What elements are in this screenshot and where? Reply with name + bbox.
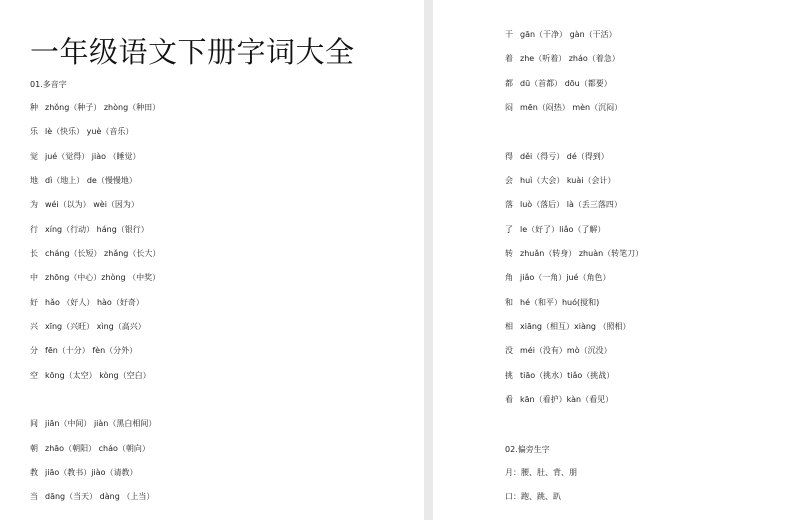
entry-text: zhe（听着） zháo（着急） [520, 54, 620, 63]
entry-text: xíng（行动） háng（银行） [45, 225, 149, 234]
polyphone-entry [505, 176, 616, 186]
entry-text: lè（快乐） yuè（音乐） [45, 127, 134, 136]
polyphone-entry [505, 225, 605, 235]
polyphone-entry [30, 444, 150, 454]
polyphone-entry [30, 273, 160, 283]
entry-char: 地 [30, 176, 38, 185]
polyphone-entry [30, 419, 156, 429]
entry-char: 行 [30, 225, 38, 234]
entry-text: tiāo（挑水）tiǎo（挑战） [520, 371, 615, 380]
entry-text: jué（觉得） jiào （睡觉） [45, 152, 141, 161]
entry-text: zhuǎn（转身） zhuàn（转笔刀） [520, 249, 644, 258]
entry-char: 朝 [30, 444, 38, 453]
entry-text: zhāo（朝阳） cháo（朝向） [45, 444, 150, 453]
polyphone-entry [505, 30, 617, 40]
polyphone-entry [30, 492, 154, 502]
entry-text: huì（大会） kuài（会计） [520, 176, 616, 185]
polyphone-entry [505, 395, 613, 405]
polyphone-entry [30, 346, 137, 356]
entry-char: 觉 [30, 152, 38, 161]
polyphone-entry [30, 468, 137, 478]
entry-char: 落 [505, 200, 513, 209]
polyphone-entry [505, 54, 620, 64]
entry-char: 干 [505, 30, 513, 39]
entry-text: fēn（十分） fèn（分外） [45, 346, 138, 355]
right-page [433, 0, 785, 520]
polyphone-entry [30, 200, 139, 210]
polyphone-entry [505, 103, 622, 113]
entry-char: 会 [505, 176, 513, 185]
polyphone-entry [30, 127, 133, 137]
entry-char: 相 [505, 322, 513, 331]
polyphone-entry [30, 176, 137, 186]
entry-text: dū（首都） dōu（都要） [520, 79, 612, 88]
entry-text: kōng（太空） kòng（空白） [45, 371, 151, 380]
polyphone-entry [30, 322, 146, 332]
entry-text: dāng（当天） dàng （上当） [45, 492, 155, 501]
entry-text: kān（看护）kàn（看见） [520, 395, 614, 404]
polyphone-entry [505, 322, 631, 332]
entry-char: 间 [30, 419, 38, 428]
entry-text: cháng（长短） zhǎng（长大） [45, 249, 161, 258]
entry-text: wéi（以为） wèi（因为） [45, 200, 139, 209]
entry-text: xiāng（相互）xiàng （照相） [520, 322, 631, 331]
polyphone-entry [30, 103, 160, 113]
entry-char: 种 [30, 103, 38, 112]
polyphone-entry [30, 249, 160, 259]
entry-text: gān（干净） gàn（干活） [520, 30, 617, 39]
document-title: 一年级语文下册字词大全 [30, 35, 355, 69]
polyphone-entry [30, 371, 151, 381]
entry-char: 闷 [505, 103, 513, 112]
entry-char: 兴 [30, 322, 38, 331]
entry-text: le（好了）liǎo（了解） [520, 225, 606, 234]
entry-text: jiān（中间） jiàn（黑白相间） [45, 419, 157, 428]
entry-text: zhōng（中心）zhòng （中奖） [45, 273, 161, 282]
entry-char: 着 [505, 54, 513, 63]
polyphone-entry [505, 273, 610, 283]
polyphone-entry [505, 79, 612, 89]
entry-char: 中 [30, 273, 38, 282]
entry-text: xīng（兴旺） xìng（高兴） [45, 322, 146, 331]
entry-char: 转 [505, 249, 513, 258]
entry-char: 没 [505, 346, 513, 355]
entry-char: 角 [505, 273, 513, 282]
entry-char: 都 [505, 79, 513, 88]
entry-text: děi（得亏） dé（得到） [520, 152, 609, 161]
radical-entry: 月：腰、肚、背、朋 [505, 468, 577, 477]
entry-char: 得 [505, 152, 513, 161]
entry-char: 分 [30, 346, 38, 355]
entry-char: 和 [505, 298, 513, 307]
entry-char: 当 [30, 492, 38, 501]
entry-char: 了 [505, 225, 513, 234]
entry-char: 好 [30, 298, 38, 307]
polyphone-entry [505, 249, 643, 259]
polyphone-entry [505, 200, 622, 210]
section-heading-polyphones: 01.多音字 [30, 80, 67, 89]
entry-text: jiǎo（一角）jué（角色） [520, 273, 611, 282]
entry-text: hé（和平）huó(搅和) [520, 298, 600, 307]
entry-text: hǎo （好人） hào（好奇） [45, 298, 144, 307]
polyphone-entry [30, 225, 149, 235]
polyphone-entry [505, 152, 609, 162]
entry-char: 看 [505, 395, 513, 404]
entry-char: 挑 [505, 371, 513, 380]
entry-text: zhǒng（种子） zhòng（种田） [45, 103, 161, 112]
entry-char: 为 [30, 200, 38, 209]
entry-text: mēn（闷热） mèn（沉闷） [520, 103, 623, 112]
entry-char: 教 [30, 468, 38, 477]
entry-text: luò（落后） là（丢三落四） [520, 200, 622, 209]
entry-text: jiāo（教书）jiào（请教） [45, 468, 138, 477]
polyphone-entry [505, 371, 614, 381]
polyphone-entry [30, 298, 144, 308]
entry-char: 空 [30, 371, 38, 380]
entry-char: 长 [30, 249, 38, 258]
section-heading-radicals: 02.偏旁生字 [505, 445, 550, 454]
polyphone-entry [30, 152, 141, 162]
polyphone-entry [505, 346, 612, 356]
entry-text: méi（没有）mò（沉没） [520, 346, 612, 355]
entry-char: 乐 [30, 127, 38, 136]
entry-text: dì（地上） de（慢慢地） [45, 176, 137, 185]
radical-entry: 口：跑、跳、趴 [505, 492, 561, 501]
polyphone-entry [505, 298, 599, 308]
